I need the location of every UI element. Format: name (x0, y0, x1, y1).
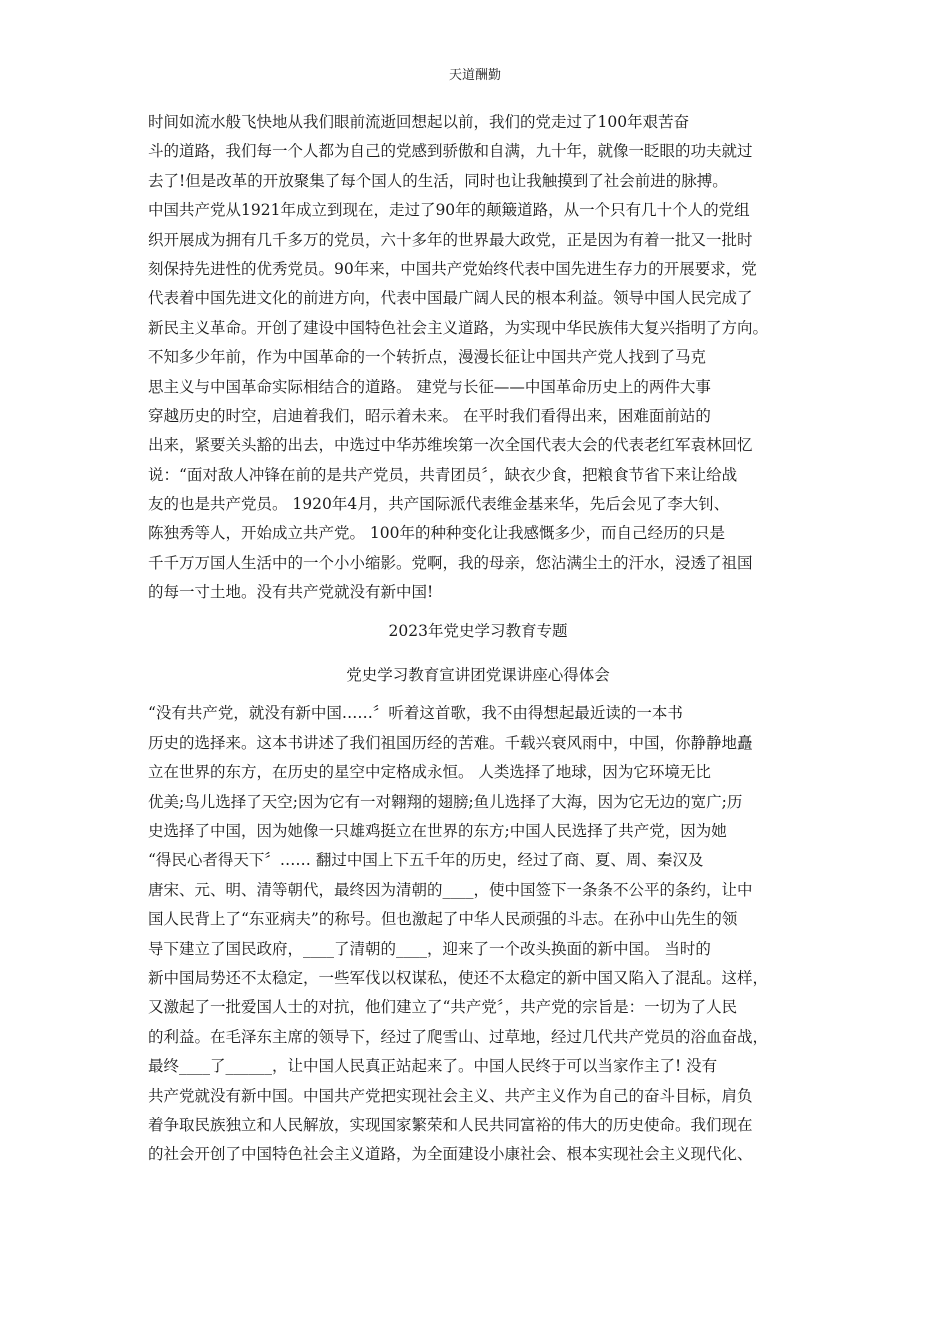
text-line: 时间如流水般飞快地从我们眼前流逝回想起以前，我们的党走过了100年艰苦奋 (148, 113, 690, 131)
text-line: 思主义与中国革命实际相结合的道路。 建党与长征——中国革命历史上的两件大事 (148, 377, 711, 396)
text-line: “没有共产党，就没有新中国……〞听着这首歌，我不由得想起最近读的一本书 (148, 704, 683, 723)
text-line: 刻保持先进性的优秀党员。90年来，中国共产党始终代表中国先进生存力的开展要求，党 (148, 259, 757, 278)
document-body (148, 108, 808, 1170)
text-line: 历史的选择来。这本书讲述了我们祖国历经的苦难。千载兴衰风雨中，中国，你静静地矗 (148, 733, 753, 752)
text-line: 史选择了中国，因为她像一只雄鸡挺立在世界的东方;中国人民选择了共产党，因为她 (148, 821, 727, 840)
text-line: 又激起了一批爱国人士的对抗，他们建立了“共产党〞，共产党的宗旨是：一切为了人民 (148, 998, 738, 1017)
text-line: 代表着中国先进文化的前进方向，代表中国最广阔人民的根本利益。领导中国人民完成了 (148, 289, 753, 308)
text-line: 穿越历史的时空，启迪着我们，昭示着未来。 在平时我们看得出来，困难面前站的 (148, 406, 711, 425)
text-line: 千千万万国人生活中的一个小小缩影。党啊，我的母亲，您沾满尘土的汗水，浸透了祖国 (148, 553, 753, 572)
text-line: 斗的道路，我们每一个人都为自己的党感到骄傲和自满，九十年，就像一眨眼的功夫就过 (148, 142, 753, 161)
text-line: 新民主义革命。开创了建设中国特色社会主义道路，为实现中华民族伟大复兴指明了方向。 (148, 318, 769, 337)
text-line: 出来，紧要关头豁的出去，中选过中华苏维埃第一次全国代表大会的代表老红军袁林回忆 (148, 436, 753, 455)
text-line: 导下建立了国民政府，____了清朝的____，迎来了一个改头换面的新中国。 当时的 (148, 939, 711, 958)
text-line: 的每一寸土地。没有共产党就没有新中国! (148, 583, 434, 602)
text-line: 优美;鸟儿选择了天空;因为它有一对翱翔的翅膀;鱼儿选择了大海，因为它无边的宽广;历 (148, 792, 743, 811)
text-line: 陈独秀等人，开始成立共产党。 100年的种种变化让我感慨多少，而自己经历的只是 (148, 524, 726, 543)
text-line: 去了!但是改革的开放聚集了每个国人的生活，同时也让我触摸到了社会前进的脉搏。 (148, 171, 728, 190)
text-line: 唐宋、元、明、清等朝代，最终因为清朝的____，使中国签下一条条不公平的条约，让中 (148, 880, 753, 899)
text-line: 新中国局势还不太稳定，一些军伐以权谋私，使还不太稳定的新中国又陷入了混乱。这样， (148, 968, 769, 987)
text-line: 国人民背上了“东亚病夫”的称号。但也激起了中华人民顽强的斗志。在孙中山先生的领 (148, 910, 738, 929)
text-line: 的社会开创了中国特色社会主义道路，为全面建设小康社会、根本实现社会主义现代化、 (148, 1145, 753, 1164)
text-line: 友的也是共产党员。 1920年4月，共产国际派代表维金基来华，先后会见了李大钊、 (148, 495, 730, 514)
page-header: 天道酬勤 (448, 68, 501, 83)
essay-section-2 (148, 699, 808, 1169)
essay-section-1 (148, 108, 808, 608)
text-line: 的利益。在毛泽东主席的领导下，经过了爬雪山、过草地，经过几代共产党员的浴血奋战， (148, 1027, 769, 1046)
text-line: 说：“面对敌人冲锋在前的是共产党员，共青团员〞，缺衣少食，把粮食节省下来让给战 (148, 465, 738, 484)
text-line: 最终____了______，让中国人民真正站起来了。中国人民终于可以当家作主了! 没有 (148, 1057, 718, 1076)
text-line: 立在世界的东方，在历史的星空中定格成永恒。 人类选择了地球，因为它环境无比 (148, 763, 711, 782)
section-subheading: 党史学习教育宣讲团党课讲座心得体会 (346, 666, 610, 685)
text-line: 织开展成为拥有几千多万的党员，六十多年的世界最大政党，正是因为有着一批又一批时 (148, 230, 753, 249)
text-line: 共产党就没有新中国。中国共产党把实现社会主义、共产主义作为自己的奋斗目标，肩负 (148, 1086, 753, 1105)
text-line: 着争取民族独立和人民解放，实现国家繁荣和人民共同富裕的伟大的历史使命。我们现在 (148, 1115, 753, 1134)
text-line: “得民心者得天下〞…… 翻过中国上下五千年的历史，经过了商、夏、周、秦汉及 (148, 851, 704, 870)
text-line: 不知多少年前，作为中国革命的一个转折点，漫漫长征让中国共产党人找到了马克 (148, 348, 707, 367)
section-heading: 2023年党史学习教育专题 (388, 621, 568, 640)
text-line: 中国共产党从1921年成立到现在，走过了90年的颠簸道路，从一个只有几十个人的党组 (148, 201, 750, 220)
